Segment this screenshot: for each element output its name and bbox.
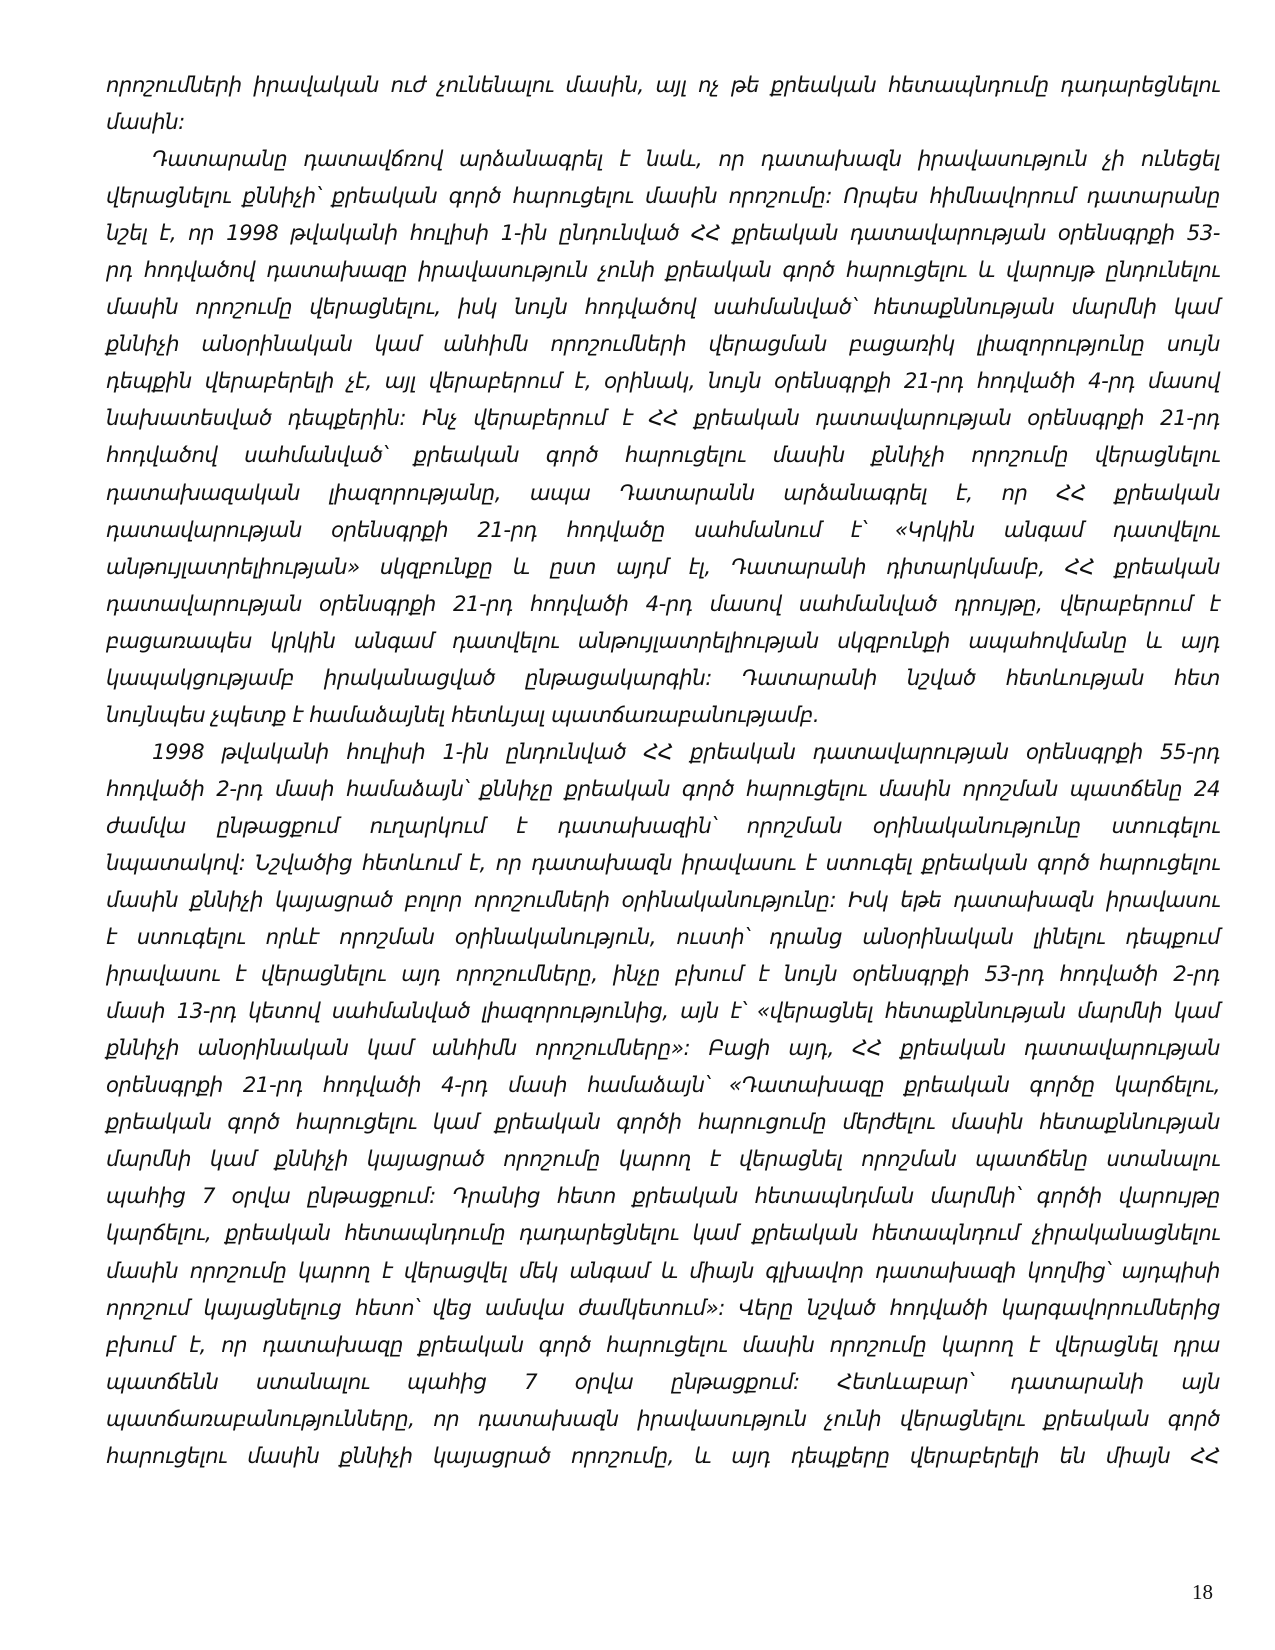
text-line: քրեական գործ հարուցելու կամ քրեական գործի հարուցումը մերժելու մասին հետաքննության <box>106 1109 1220 1135</box>
text-line: հարուցելու մասին քննիչի կայացրած որոշումը, և այդ դեպքերը վերաբերելի են միայն ՀՀ <box>106 1442 1220 1468</box>
text-line: անթույլատրելիության» սկզբունքը և ըստ այդմ էլ, Դատարանի դիտարկմամբ, ՀՀ քրեական <box>106 553 1220 579</box>
text-line: րդ հոդվածով դատախազը իրավասություն չունի քրեական գործ հարուցելու և վարույթ ընդունելու <box>106 257 1220 283</box>
text-line: Դատարանը դատավճռով արձանագրել է նաև, որ դատախազն իրավասություն չի ունեցել <box>152 146 1220 172</box>
text-line: մասի 13-րդ կետով սահմանված լիազորությունից, այն է՝ «վերացնել հետաքննության մարմնի կամ <box>106 998 1220 1024</box>
text-line: մարմնի կամ քննիչի կայացրած որոշումը կարող է վերացնել որոշման պատճենը ստանալու <box>106 1146 1220 1172</box>
text-line: պատճենն ստանալու պահից 7 օրվա ընթացքում: Հետևաբար՝ դատարանի այն <box>106 1368 1220 1394</box>
text-line: նախատեսված դեպքերին: Ինչ վերաբերում է ՀՀ քրեական դատավարության օրենսգրքի 21-րդ <box>106 405 1220 431</box>
text-line: դեպքին վերաբերելի չէ, այլ վերաբերում է, օրինակ, նույն օրենսգրքի 21-րդ հոդվածի 4-րդ մասով <box>106 368 1220 394</box>
text-line: բացառապես կրկին անգամ դատվելու անթույլատրելիության սկզբունքի ապահովմանը և այդ <box>106 627 1220 653</box>
text-line: դատախազական լիազորությանը, ապա Դատարանն արձանագրել է, որ ՀՀ քրեական <box>106 479 1220 505</box>
paragraph <box>106 733 1220 1474</box>
text-line: կապակցությամբ իրականացված ընթացակարգին: Դատարանի նշված հետևության հետ <box>106 664 1220 690</box>
text-line: նույնպես չպետք է համաձայնել հետևյալ պատճառաբանությամբ. <box>106 701 820 727</box>
text-line: նպատակով: Նշվածից հետևում է, որ դատախազն իրավասու է ստուգել քրեական գործ հարուցելու <box>106 849 1220 875</box>
text-line: մասին: <box>106 109 185 135</box>
text-line: օրենսգրքի 21-րդ հոդվածի 4-րդ մասի համաձայն՝ «Դատախազը քրեական գործը կարճելու, <box>106 1072 1220 1098</box>
text-line: պահից 7 օրվա ընթացքում: Դրանից հետո քրեական հետապնդման մարմնի՝ գործի վարույթը <box>106 1183 1220 1209</box>
text-line: դատավարության օրենսգրքի 21-րդ հոդվածի 4-րդ մասով սահմանված դրույթը, վերաբերում է <box>106 590 1220 616</box>
text-line: նշել է, որ 1998 թվականի հուլիսի 1-ին ընդունված ՀՀ քրեական դատավարության օրենսգրքի 53- <box>106 220 1220 246</box>
text-line: վերացնելու քննիչի՝ քրեական գործ հարուցելու մասին որոշումը: Որպես հիմնավորում դատարանը <box>106 183 1220 209</box>
body-text <box>106 66 1220 1474</box>
text-line: 1998 թվականի հուլիսի 1-ին ընդունված ՀՀ քրեական դատավարության օրենսգրքի 55-րդ <box>152 738 1220 764</box>
text-line: որոշում կայացնելուց հետո՝ վեց ամսվա ժամկետում»: Վերը նշված հոդվածի կարգավորումներից <box>106 1294 1220 1320</box>
text-line: հոդվածի 2-րդ մասի համաձայն՝ քննիչը քրեական գործ հարուցելու մասին որոշման պատճենը 24 <box>106 775 1220 801</box>
text-line: քննիչի անօրինական կամ անհիմն որոշումները»: Բացի այդ, ՀՀ քրեական դատավարության <box>106 1035 1220 1061</box>
text-line: մասին քննիչի կայացրած բոլոր որոշումների օրինականությունը: Իսկ եթե դատախազն իրավասու <box>106 887 1220 913</box>
text-line: մասին որոշումը վերացնելու, իսկ նույն հոդվածով սահմանված՝ հետաքննության մարմնի կամ <box>106 294 1220 320</box>
text-line: պատճառաբանությունները, որ դատախազն իրավասություն չունի վերացնելու քրեական գործ <box>106 1405 1220 1431</box>
text-line: դատավարության օրենսգրքի 21-րդ հոդվածը սահմանում է՝ «Կրկին անգամ դատվելու <box>106 516 1220 542</box>
text-line: կարճելու, քրեական հետապնդումը դադարեցնելու կամ քրեական հետապնդում չիրականացնելու <box>106 1220 1220 1246</box>
text-line: է ստուգելու որևէ որոշման օրինականություն, ուստի՝ դրանց անօրինական լինելու դեպքում <box>106 924 1220 950</box>
text-line: քննիչի անօրինական կամ անհիմն որոշումների վերացման բացառիկ լիազորությունը սույն <box>106 331 1220 357</box>
text-line: հոդվածով սահմանված՝ քրեական գործ հարուցելու մասին քննիչի որոշումը վերացնելու <box>106 442 1220 468</box>
text-line: բխում է, որ դատախազը քրեական գործ հարուցելու մասին որոշումը կարող է վերացնել դրա <box>106 1331 1220 1357</box>
text-line: իրավասու է վերացնելու այդ որոշումները, ինչը բխում է նույն օրենսգրքի 53-րդ հոդվածի 2-րդ <box>106 961 1220 987</box>
text-line: որոշումների իրավական ուժ չունենալու մասին, այլ ոչ թե քրեական հետապնդումը դադարեցնելու <box>106 72 1220 97</box>
text-line: մասին որոշումը կարող է վերացվել մեկ անգամ և միայն գլխավոր դատախազի կողմից՝ այդպիսի <box>106 1257 1220 1283</box>
page-number: 18 <box>1192 1580 1213 1604</box>
paragraph <box>106 140 1220 733</box>
paragraph <box>106 66 1220 140</box>
text-line: ժամվա ընթացքում ուղարկում է դատախազին՝ որոշման օրինականությունը ստուգելու <box>106 812 1220 838</box>
